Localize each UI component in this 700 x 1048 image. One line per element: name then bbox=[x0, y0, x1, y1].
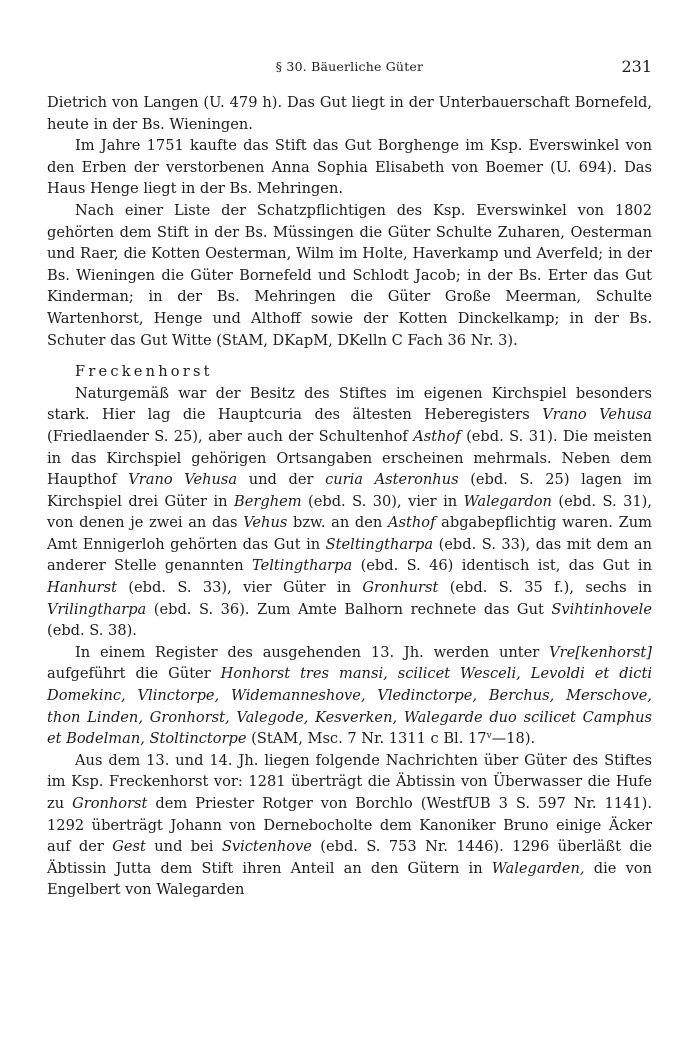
italic-run: Hanhurst bbox=[47, 579, 117, 597]
paragraph-1 bbox=[47, 92, 652, 135]
italic-run: Vrano Vehusa bbox=[128, 471, 238, 489]
text-run: (ebd. S. 35 f.), sechs in bbox=[438, 579, 652, 597]
italic-run: Gronhurst bbox=[362, 579, 439, 597]
paragraph-6 bbox=[47, 750, 652, 901]
italic-run: Honhorst tres mansi, scilicet Wesceli, Levoldi et dicti Domekinc, Vlinctorpe, Widemanneshove, Vledinctorpe, Berchus, Merschove, thon Linden, Gronhorst, Valegode, Kesverken, Walegarde duo scilicet Camphus et Bodelman, Stoltinctorpe bbox=[47, 665, 652, 748]
italic-run: Vre[kenhorst] bbox=[549, 643, 652, 661]
section-heading: Freckenhorst bbox=[75, 363, 213, 381]
text-run: Nach einer Liste der Schatzpflichtigen des Ksp. Everswinkel von 1802 gehörten dem Stift in der Bs. Müssingen die Güter Schulte Zuharen, Oesterman und Raer, die Kotten Oesterman, Wilm im Holte, Haverkamp und Averfeld; in der Bs. Wieningen die Güter Bornefeld und Schlodt Jacob; in der Bs. Erter das Gut Kinderman; in der Bs. Mehringen die Güter Große Meerman, Schulte Wartenhorst, Henge und Althoff sowie der Kotten Dinckelkamp; in der Bs. Schuter das Gut Witte (StAM, DKapM, DKelln C Fach 36 Nr. 3). bbox=[47, 201, 652, 349]
text-run: (Friedlaender S. 25), aber auch der Schultenhof bbox=[47, 427, 414, 445]
text-run: Naturgemäß war der Besitz des Stiftes im eigenen Kirchspiel besonders stark. Hier lag die Hauptcuria des ältesten Heberegisters bbox=[47, 384, 652, 424]
paragraph-3 bbox=[47, 200, 652, 351]
italic-run: Vrilingtharpa bbox=[47, 600, 147, 618]
italic-run: Steltingtharpa bbox=[325, 535, 434, 553]
text-run: In einem Register des ausgehenden 13. Jh. werden unter bbox=[75, 643, 550, 661]
italic-run: Gest bbox=[112, 838, 146, 856]
text-run: bzw. an den bbox=[287, 514, 388, 532]
text-run: abgabepflichtig waren. Zum Amt Ennigerloh gehörten das Gut in bbox=[47, 514, 652, 553]
text-run: und der bbox=[237, 471, 326, 489]
italic-run: Vehus bbox=[243, 514, 288, 532]
text-run: (ebd. S. 38). bbox=[47, 622, 137, 640]
italic-run: Berghem bbox=[234, 492, 302, 510]
page-number: 231 bbox=[621, 57, 652, 76]
italic-run: Walegardon bbox=[463, 492, 552, 510]
italic-run: Svictenhove bbox=[221, 838, 312, 856]
running-title: § 30. Bäuerliche Güter bbox=[275, 59, 424, 74]
superscript-run: v bbox=[486, 731, 492, 742]
italic-run: curia Asteronhus bbox=[325, 471, 459, 489]
italic-run: Asthof bbox=[387, 514, 436, 532]
text-run: —18). bbox=[491, 730, 536, 748]
text-run: aufgeführt die Güter bbox=[47, 665, 221, 683]
italic-run: Teltingtharpa bbox=[252, 557, 353, 575]
text-run: (ebd. S. 753 Nr. 1446). 1296 überläßt die Äbtissin Jutta dem Stift ihren Anteil an den Gütern in bbox=[47, 838, 653, 877]
text-run: Im Jahre 1751 kaufte das Stift das Gut Borghenge im Ksp. Everswinkel von den Erben der verstorbenen Anna Sophia Elisabeth von Boemer (U. 694). Das Haus Henge liegt in der Bs. Mehringen. bbox=[47, 137, 652, 198]
italic-run: Vrano Vehusa bbox=[542, 406, 652, 424]
paragraph-2 bbox=[47, 135, 652, 200]
body-text bbox=[47, 92, 652, 901]
text-run: (ebd. S. 33), vier Güter in bbox=[116, 579, 363, 597]
text-run: (ebd. S. 46) identisch ist, das Gut in bbox=[352, 557, 652, 575]
italic-run: Walegarden, bbox=[491, 859, 585, 877]
text-run: (ebd. S. 36). Zum Amte Balhorn rechnete das Gut bbox=[146, 600, 552, 618]
text-run: (ebd. S. 30), vier in bbox=[301, 492, 464, 510]
text-run: die von Engelbert von Walegarden bbox=[47, 859, 652, 899]
text-run: (ebd. S. 33), das mit dem an anderer Stelle genannten bbox=[47, 535, 652, 575]
text-run: Aus dem 13. und 14. Jh. liegen folgende Nachrichten über Güter des Stiftes im Ksp. Freckenhorst vor: 1281 überträgt die Äbtissin von Überwasser die Hufe zu bbox=[47, 751, 652, 812]
text-run: (ebd. S. 25) lagen im Kirchspiel drei Güter in bbox=[47, 471, 653, 510]
paragraph-4 bbox=[47, 383, 652, 642]
text-run: (ebd. S. 31). Die meisten in das Kirchspiel gehörigen Ortsangaben erscheinen mehrmals. Neben dem Haupthof bbox=[47, 427, 652, 489]
paragraph-5 bbox=[47, 642, 652, 750]
text-run: (StAM, Msc. 7 Nr. 1311 c Bl. 17 bbox=[246, 730, 487, 748]
text-run: (ebd. S. 31), von denen je zwei an das bbox=[47, 492, 653, 532]
text-run: und bei bbox=[145, 838, 222, 856]
text-run: dem Priester Rotger von Borchlo (WestfUB 3 S. 597 Nr. 1141). 1292 überträgt Johann von Dernebocholte dem Kanoniker Bruno einige Äcker auf der bbox=[47, 795, 652, 856]
italic-run: Asthof bbox=[413, 427, 461, 445]
italic-run: Gronhorst bbox=[72, 795, 148, 812]
text-run: Dietrich von Langen (U. 479 h). Das Gut liegt in der Unterbauerschaft Bornefeld, heute in der Bs. Wieningen. bbox=[47, 94, 652, 133]
italic-run: Svihtinhovele bbox=[551, 600, 652, 618]
running-head bbox=[47, 57, 652, 81]
